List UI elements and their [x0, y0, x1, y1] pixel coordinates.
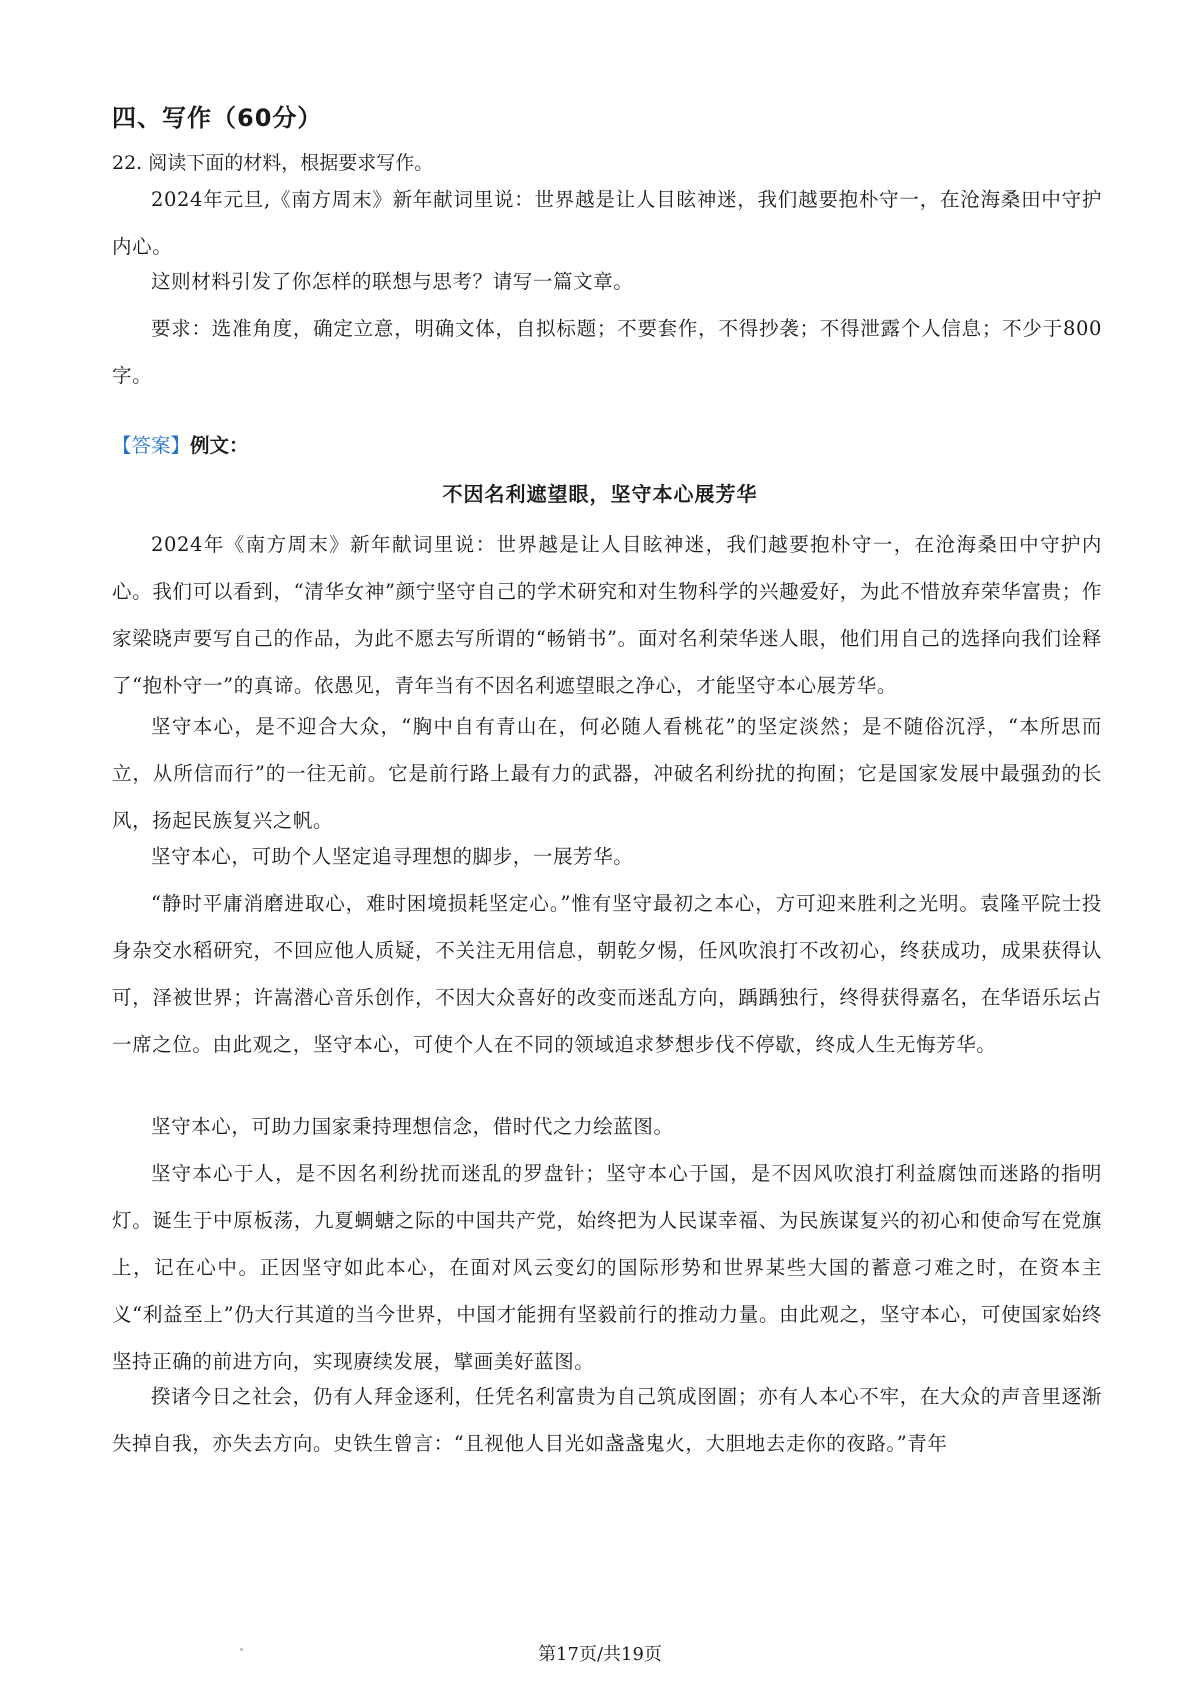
essay-title: 不因名利遮望眼，坚守本心展芳华: [442, 482, 758, 506]
essay-paragraph: 2024年《南方周末》新年献词里说：世界越是让人目眩神迷，我们越要抱朴守一，在沧海桑田中守护内心。我们可以看到，“清华女神”颜宁坚守自己的学术研究和对生物科学的兴趣爱好，为此不惜放弃荣华富贵；作家梁晓声要写自己的作品，为此不愿去写所谓的“畅销书”。面对名利荣华迷人眼，他们用自己的选择向我们诠释了“抱朴守一”的真谛。依愚见，青年当有不因名利遮望眼之净心，才能坚守本心展芳华。: [112, 533, 1102, 697]
essay-paragraph: 坚守本心，是不迎合大众，“胸中自有青山在，何必随人看桃花”的坚定淡然；是不随俗沉浮，“本所思而立，从所信而行”的一往无前。它是前行路上最有力的武器，冲破名利纷扰的拘囿；它是国家发展中最强劲的长风，扬起民族复兴之帆。: [112, 715, 1102, 832]
answer-line: [112, 430, 249, 458]
page-number: 第17页/共19页: [538, 1644, 662, 1665]
answer-label: 例文：: [190, 434, 249, 457]
essay-paragraph: 坚守本心，可助个人坚定追寻理想的脚步，一展芳华。: [151, 845, 634, 868]
answer-tag: 【答案】: [112, 434, 191, 457]
material-prompt: 这则材料引发了你怎样的联想与思考？请写一篇文章。: [151, 270, 634, 293]
essay-paragraph: “静时平庸消磨进取心，难时困境损耗坚定心。”惟有坚守最初之本心，方可迎来胜利之光明。袁隆平院士投身杂交水稻研究，不回应他人质疑，不关注无用信息，朝乾夕惕，任风吹浪打不改初心，终获成功，成果获得认可，泽被世界；许嵩潜心音乐创作，不因大众喜好的改变而迷乱方向，踽踽独行，终得获得嘉名，在华语乐坛占一席之位。由此观之，坚守本心，可使个人在不同的领域追求梦想步伐不停歇，终成人生无悔芳华。: [112, 892, 1102, 1056]
material-requirements: 要求：选准角度，确定立意，明确文体，自拟标题；不要套作，不得抄袭；不得泄露个人信息；不少于800字。: [112, 317, 1102, 387]
essay-paragraph: 揆诸今日之社会，仍有人拜金逐利，任凭名利富贵为自己筑成囹圄；亦有人本心不牢，在大众的声音里逐渐失掉自我，亦失去方向。史铁生曾言：“且视他人目光如盏盏鬼火，大胆地去走你的夜路。”青年: [112, 1385, 1102, 1455]
question-label: 22. 阅读下面的材料，根据要求写作。: [112, 152, 434, 174]
essay-paragraph: 坚守本心于人，是不因名利纷扰而迷乱的罗盘针；坚守本心于国，是不因风吹浪打利益腐蚀而迷路的指明灯。诞生于中原板荡，九夏蜩螗之际的中国共产党，始终把为人民谋幸福、为民族谋复兴的初心和使命写在党旗上，记在心中。正因坚守如此本心，在面对风云变幻的国际形势和世界某些大国的蓄意刁难之时，在资本主义“利益至上”仍大行其道的当今世界，中国才能拥有坚毅前行的推动力量。由此观之，坚守本心，可使国家始终坚持正确的前进方向，实现赓续发展，擘画美好蓝图。: [112, 1162, 1102, 1373]
essay-paragraph: 坚守本心，可助力国家秉持理想信念，借时代之力绘蓝图。: [151, 1115, 674, 1138]
material-quote: 2024年元旦,《南方周末》新年献词里说：世界越是让人目眩神迷，我们越要抱朴守一，在沧海桑田中守护内心。: [112, 188, 1102, 258]
section-title: 四、写作（60分）: [112, 104, 323, 132]
